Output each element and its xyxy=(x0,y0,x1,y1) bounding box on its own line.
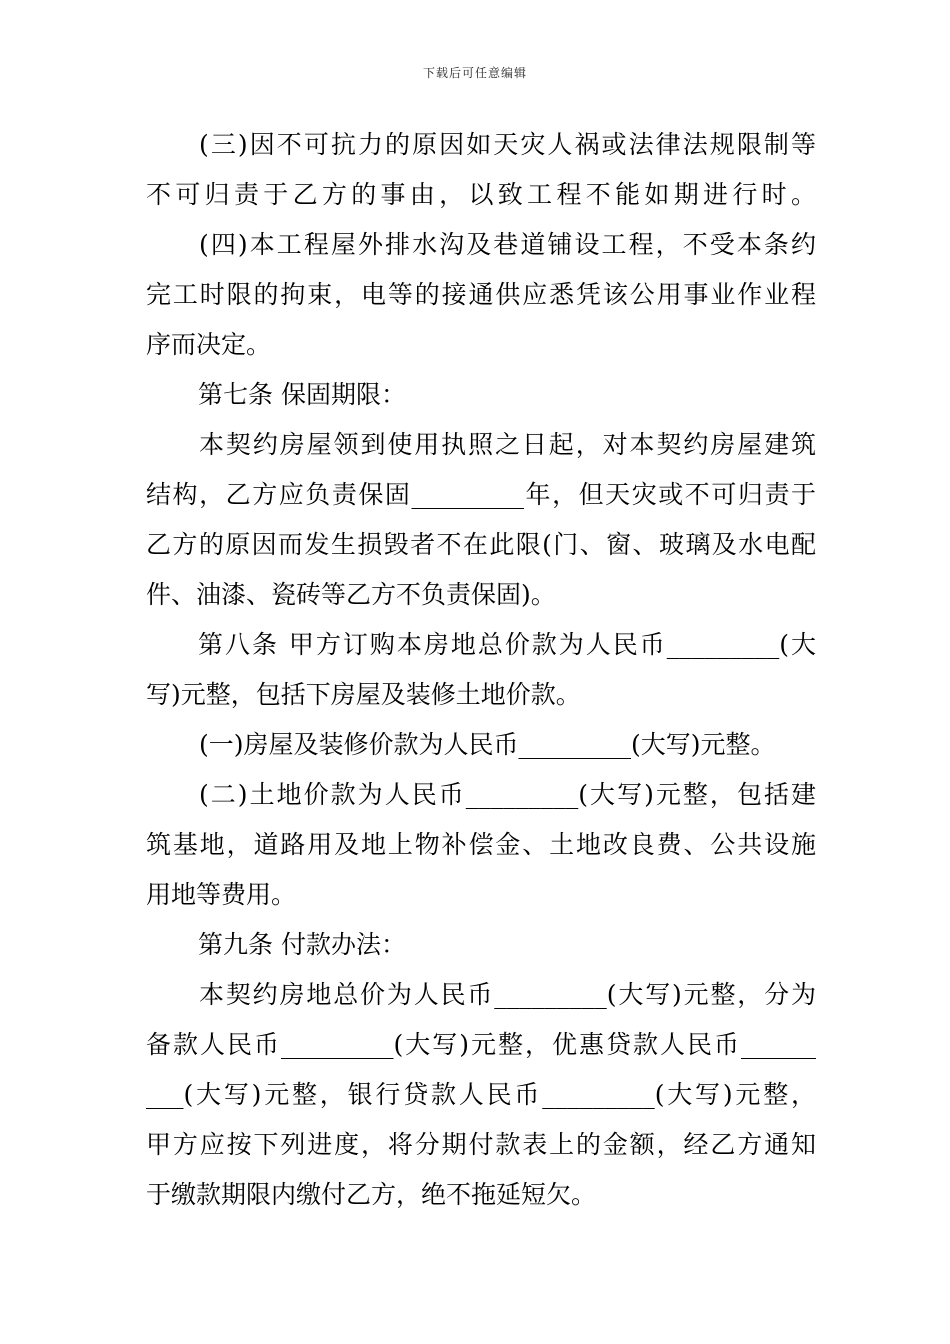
document-body xyxy=(146,120,816,1220)
paragraph-line: 结构，乙方应负责保固_________年，但天灾或不可归责于 xyxy=(146,480,816,509)
paragraph-line: 完工时限的拘束，电等的接通供应悉凭该公用事业作业程 xyxy=(146,280,816,309)
paragraph-line: 件、油漆、瓷砖等乙方不负责保固)。 xyxy=(146,580,556,609)
page-header: 下载后可任意编辑 xyxy=(422,66,527,80)
paragraph-line: 序而决定。 xyxy=(146,330,272,359)
paragraph-line: (三)因不可抗力的原因如天灾人祸或法律法规限制等 xyxy=(199,130,816,159)
paragraph-line: 写)元整，包括下房屋及装修土地价款。 xyxy=(146,680,581,709)
paragraph-line: 备款人民币_________(大写)元整，优惠贷款人民币______ xyxy=(146,1030,816,1059)
paragraph-line: 于缴款期限内缴付乙方，绝不拖延短欠。 xyxy=(146,1180,597,1209)
article-heading: 第七条 保固期限： xyxy=(198,380,406,409)
paragraph-line: 用地等费用。 xyxy=(146,880,297,909)
article-heading: 第八条 甲方订购本房地总价款为人民币_________(大 xyxy=(198,630,816,659)
paragraph-line: 筑基地，道路用及地上物补偿金、土地改良费、公共设施 xyxy=(146,830,816,859)
paragraph-line: 乙方的原因而发生损毁者不在此限(门、窗、玻璃及水电配 xyxy=(146,530,816,559)
paragraph-line: 不可归责于乙方的事由，以致工程不能如期进行时。 xyxy=(146,180,816,209)
paragraph-line: ___(大写)元整，银行贷款人民币_________(大写)元整， xyxy=(146,1080,816,1109)
paragraph-line: 甲方应按下列进度，将分期付款表上的金额，经乙方通知 xyxy=(146,1130,816,1159)
paragraph-line: (一)房屋及装修价款为人民币_________(大写)元整。 xyxy=(199,730,776,759)
article-heading: 第九条 付款办法： xyxy=(198,930,406,959)
paragraph-line: 本契约房地总价为人民币_________(大写)元整，分为 xyxy=(199,980,816,1009)
paragraph-line: (二)土地价款为人民币_________(大写)元整，包括建 xyxy=(199,780,816,809)
paragraph-line: (四)本工程屋外排水沟及巷道铺设工程，不受本条约 xyxy=(199,230,816,259)
paragraph-line: 本契约房屋领到使用执照之日起，对本契约房屋建筑 xyxy=(199,430,816,459)
